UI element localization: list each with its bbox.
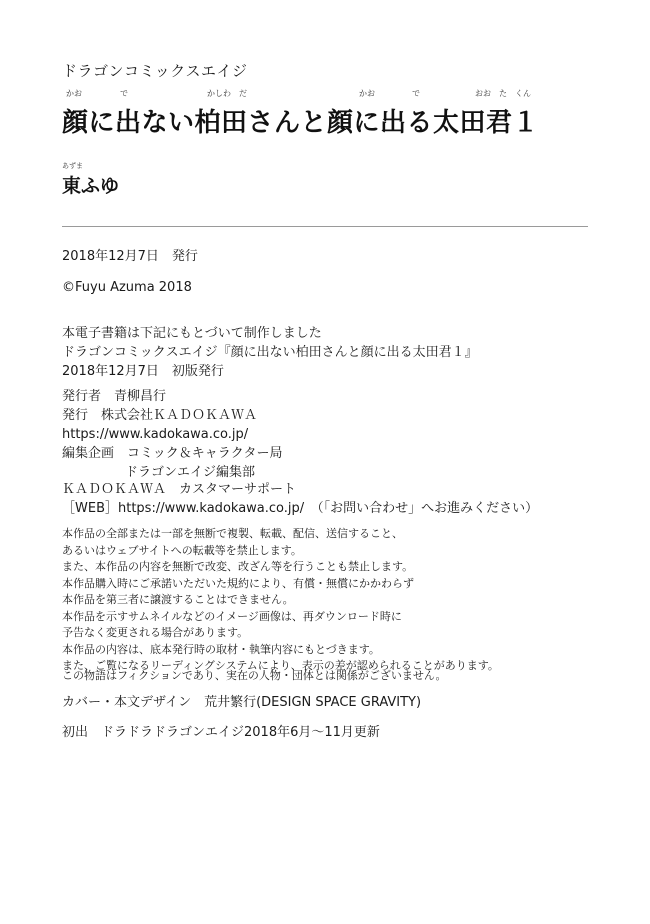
ebook-notice-line: 本電子書籍は下記にもとづいて制作しました	[62, 326, 322, 341]
publish-date-line: 2018年12月7日 発行	[62, 249, 198, 264]
title-ruby-kao-1: かお	[66, 89, 82, 98]
legal-line: 本作品の内容は、底本発行時の取材・執筆内容にもとづきます。	[62, 642, 380, 656]
support-web-link[interactable]: ［WEB］https://www.kadokawa.co.jp/ （「お問い合わせ」へお進みください）	[62, 501, 539, 516]
author-name: 東ふゆ	[62, 175, 120, 197]
title-ruby-oota: おお た くん	[475, 89, 531, 98]
publisher-line: 発行者 青柳昌行	[62, 389, 167, 404]
copyright-line: ©Fuyu Azuma 2018	[62, 280, 192, 295]
fiction-notice: この物語はフィクションであり、実在の人物・団体とは関係がございません。	[62, 669, 447, 682]
support-title: ＫＡＤＯＫＡＷＡ カスタマーサポート	[62, 482, 297, 497]
legal-notice	[62, 526, 499, 675]
ebook-notice-line: 2018年12月7日 初版発行	[62, 364, 224, 379]
customer-support	[62, 480, 538, 518]
publisher-url-link[interactable]: https://www.kadokawa.co.jp/	[62, 427, 249, 442]
label-name: ドラゴンコミックスエイジ	[62, 62, 248, 80]
book-title: 顔に出ない柏田さんと顔に出る太田君１	[62, 108, 540, 138]
design-credit: カバー・本文デザイン 荒井繁行(DESIGN SPACE GRAVITY)	[62, 695, 422, 710]
ebook-notice	[62, 324, 478, 381]
legal-line: 予告なく変更される場合があります。	[62, 626, 249, 639]
title-ruby-de-2: で	[412, 89, 420, 98]
legal-line: また、本作品の内容を無断で改変、改ざん等を行うことも禁止します。	[62, 560, 414, 573]
ebook-notice-line: ドラゴンコミックスエイジ『顔に出ない柏田さんと顔に出る太田君１』	[62, 345, 478, 360]
issuer-line: 発行 株式会社ＫＡＤＯＫＡＷＡ	[62, 408, 258, 423]
title-ruby-kao-2: かお	[359, 89, 375, 98]
legal-line: 本作品購入時にご承諾いただいた規約により、有償・無償にかかわらず	[62, 576, 414, 590]
first-appearance: 初出 ドラドラドラゴンエイジ2018年6月〜11月更新	[62, 725, 380, 740]
legal-line: また、ご覧になるリーディングシステムにより、表示の差が認められることがあります。	[62, 659, 499, 672]
legal-line: あるいはウェブサイトへの転載等を禁止します。	[62, 543, 302, 557]
divider	[62, 226, 588, 227]
editor-line: 編集企画 コミック＆キャラクター局	[62, 446, 283, 461]
title-ruby-de-1: で	[120, 89, 128, 98]
publisher-info	[62, 387, 282, 482]
author-block	[62, 161, 262, 201]
title-block	[62, 88, 622, 148]
legal-line: 本作品を第三者に譲渡することはできません。	[62, 593, 294, 606]
author-ruby: あずま	[62, 162, 83, 170]
editor-dept-line: ドラゴンエイジ編集部	[125, 465, 256, 480]
legal-line: 本作品の全部または一部を無断で複製、転載、配信、送信すること、	[62, 527, 403, 540]
legal-line: 本作品を示すサムネイルなどのイメージ画像は、再ダウンロード時に	[62, 609, 402, 623]
title-ruby-kashiwada: かしわ だ	[207, 89, 247, 98]
